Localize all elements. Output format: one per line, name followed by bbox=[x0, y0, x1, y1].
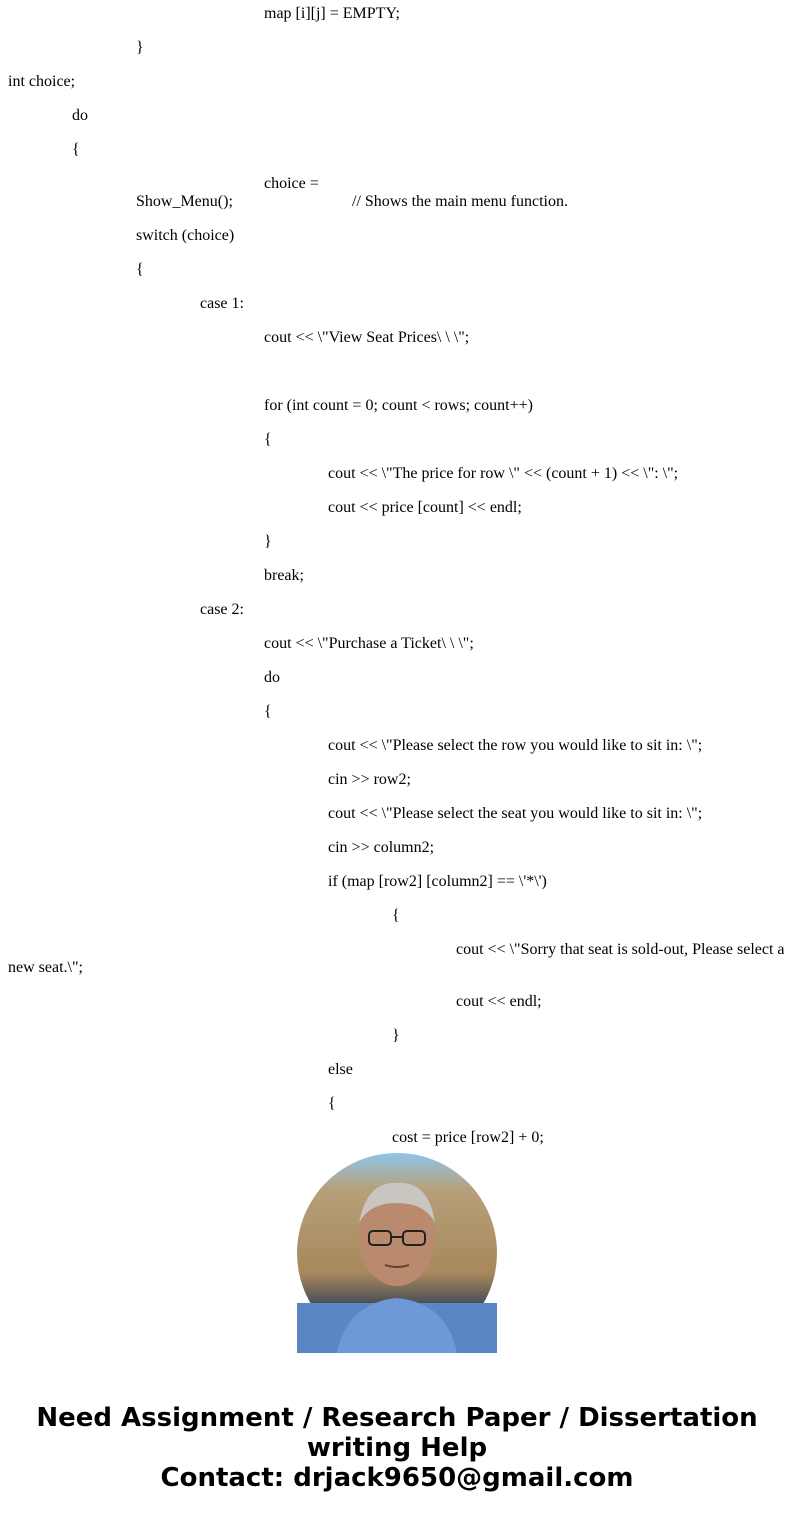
code-line: map [i][j] = EMPTY; bbox=[264, 5, 400, 22]
author-photo bbox=[297, 1153, 497, 1353]
code-line: break; bbox=[264, 567, 304, 584]
code-comment: // Shows the main menu function. bbox=[352, 193, 568, 210]
code-line: { bbox=[72, 141, 80, 158]
help-headline: Need Assignment / Research Paper / Dissertation writing Help bbox=[36, 1403, 758, 1463]
code-line: { bbox=[392, 907, 400, 924]
code-line: do bbox=[72, 107, 88, 124]
code-line: { bbox=[264, 431, 272, 448]
code-line: { bbox=[136, 261, 144, 278]
code-line: { bbox=[264, 703, 272, 720]
code-line: cout << price [count] << endl; bbox=[328, 499, 522, 516]
code-line: do bbox=[264, 669, 280, 686]
code-statement: choice = Show_Menu(); bbox=[136, 175, 319, 210]
code-line: cout << \"Purchase a Ticket\ \ \"; bbox=[264, 635, 474, 652]
code-line: cout << \"Please select the row you would like to sit in: \"; bbox=[328, 737, 703, 754]
code-line: case 2: bbox=[200, 601, 244, 618]
code-line: } bbox=[392, 1027, 400, 1044]
code-line: cout << \"View Seat Prices\ \ \"; bbox=[264, 329, 470, 346]
person-portrait-icon bbox=[297, 1153, 497, 1353]
contact-email: Contact: drjack9650@gmail.com bbox=[160, 1463, 634, 1493]
code-line bbox=[0, 175, 794, 211]
code-line: cout << \"The price for row \" << (count + 1) << \": \"; bbox=[328, 465, 679, 482]
code-line: int choice; bbox=[8, 73, 76, 90]
code-line: { bbox=[328, 1095, 336, 1112]
code-line: } bbox=[136, 39, 144, 56]
code-line: switch (choice) bbox=[136, 227, 235, 244]
code-line: for (int count = 0; count < rows; count++) bbox=[264, 397, 533, 414]
code-line: cost = price [row2] + 0; bbox=[392, 1129, 544, 1146]
code-line: cin >> row2; bbox=[328, 771, 411, 788]
contact-banner bbox=[0, 1403, 794, 1493]
code-line: cout << \"Sorry that seat is sold-out, Please select a new seat.\"; bbox=[8, 941, 785, 976]
code-line: if (map [row2] [column2] == \'*\') bbox=[328, 873, 547, 890]
code-line: else bbox=[328, 1061, 353, 1078]
code-line bbox=[0, 363, 794, 381]
code-line: cout << \"Please select the seat you would like to sit in: \"; bbox=[328, 805, 703, 822]
code-line: } bbox=[264, 533, 272, 550]
code-line: cin >> column2; bbox=[328, 839, 435, 856]
code-line: cout << endl; bbox=[456, 993, 542, 1010]
code-line: case 1: bbox=[200, 295, 244, 312]
